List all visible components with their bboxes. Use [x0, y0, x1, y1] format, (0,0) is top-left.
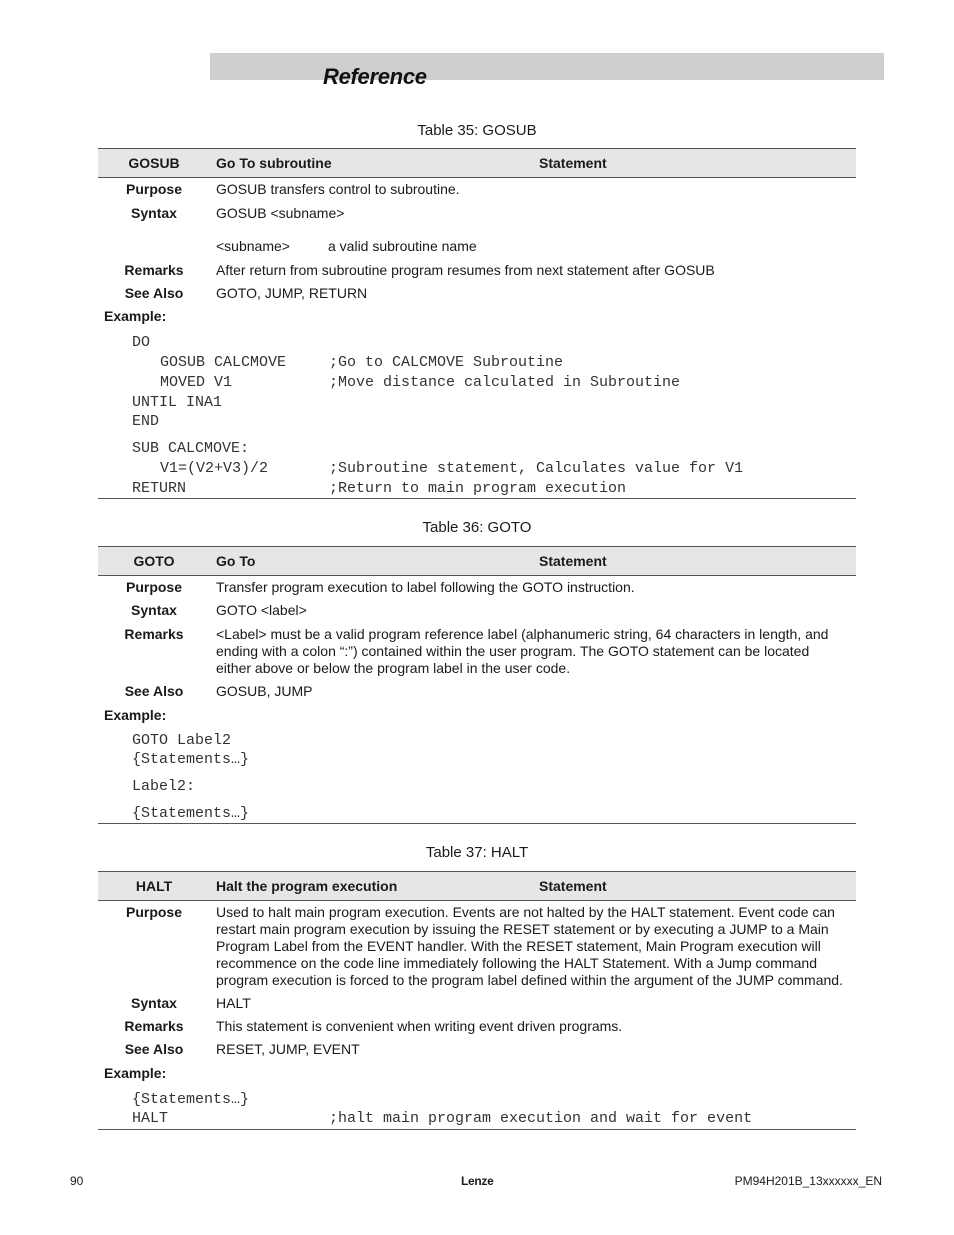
purpose-label: Purpose [125, 181, 182, 197]
brand-logo: Lenze [461, 1174, 494, 1188]
section-title: Reference [323, 64, 427, 89]
code-line: SUB CALCMOVE: [132, 440, 250, 457]
code-line: {Statements…} [132, 751, 250, 768]
purpose-label: Purpose [125, 579, 182, 595]
header-command: GOTO [133, 553, 175, 569]
code-line: DO [132, 334, 151, 351]
remarks-text: After return from subroutine program resumes from next statement after GOSUB [216, 262, 715, 278]
see-also-label: See Also [124, 683, 184, 699]
document-number: PM94H201B_13xxxxxx_EN [734, 1174, 882, 1188]
purpose-label: Purpose [125, 904, 182, 920]
code-line: {Statements…} [132, 805, 250, 822]
remarks-label: Remarks [124, 1018, 184, 1034]
param-description: a valid subroutine name [328, 238, 477, 254]
code-comment: ;Return to main program execution [329, 480, 627, 497]
syntax-text: GOTO <label> [216, 602, 307, 618]
header-command: HALT [135, 878, 173, 894]
code-comment: ;Move distance calculated in Subroutine [329, 374, 681, 391]
syntax-label: Syntax [131, 602, 177, 618]
example-label: Example: [104, 707, 167, 723]
code-line: V1=(V2+V3)/2 [160, 460, 269, 477]
see-also-text: GOTO, JUMP, RETURN [216, 285, 368, 301]
header-description: Go To [216, 553, 256, 569]
section-header-band [210, 53, 884, 80]
header-type: Statement [539, 553, 607, 569]
see-also-label: See Also [124, 285, 184, 301]
header-type: Statement [539, 878, 607, 894]
table-caption-goto: Table 36: GOTO [422, 519, 532, 536]
page-number: 90 [70, 1174, 84, 1188]
code-line: HALT [132, 1110, 169, 1127]
param-name: <subname> [216, 238, 290, 254]
code-line: {Statements…} [132, 1091, 250, 1108]
remarks-text: <Label> must be a valid program reference label (alphanumeric string, 64 characters in length, and ending with a colon “:”) contained within the user program. The GOTO statement can be located either above or below the program label in the user code. [216, 626, 829, 676]
remarks-label: Remarks [124, 262, 184, 278]
see-also-text: GOSUB, JUMP [216, 683, 313, 699]
code-comment: ;halt main program execution and wait for event [329, 1110, 753, 1127]
code-line: GOSUB CALCMOVE [160, 354, 287, 371]
table-caption-gosub: Table 35: GOSUB [417, 122, 537, 139]
code-line: Label2: [132, 778, 196, 795]
header-description: Go To subroutine [216, 155, 332, 171]
code-line: GOTO Label2 [132, 732, 232, 749]
table-caption-halt: Table 37: HALT [425, 844, 529, 861]
table-header-gosub [98, 148, 856, 178]
purpose-text: GOSUB transfers control to subroutine. [216, 181, 460, 197]
example-label: Example: [104, 1065, 167, 1081]
example-label: Example: [104, 308, 167, 324]
table-bottom-rule [98, 1129, 856, 1130]
purpose-text: Transfer program execution to label following the GOTO instruction. [216, 579, 635, 595]
table-bottom-rule [98, 498, 856, 499]
see-also-label: See Also [124, 1041, 184, 1057]
purpose-text: Used to halt main program execution. Events are not halted by the HALT statement. Event code can restart main program execution by issuing the RESET statement or by executing a JUMP to a Main Program Label from the EVENT handler. With the RESET statement, Main Program execution will recommence on the code line immediately following the HALT Statement. With a Jump command program execution is forced to the program label defined within the argument of the JUMP command. [216, 904, 843, 988]
table-header-goto [98, 546, 856, 576]
syntax-text: HALT [216, 995, 251, 1011]
syntax-label: Syntax [131, 205, 177, 221]
table-header-halt [98, 871, 856, 901]
code-line: END [132, 413, 160, 430]
code-line: MOVED V1 [160, 374, 233, 391]
see-also-text: RESET, JUMP, EVENT [216, 1041, 360, 1057]
code-line: UNTIL INA1 [132, 394, 223, 411]
syntax-text: GOSUB <subname> [216, 205, 345, 221]
remarks-text: This statement is convenient when writing event driven programs. [216, 1018, 623, 1034]
remarks-label: Remarks [124, 626, 184, 642]
table-bottom-rule [98, 823, 856, 824]
header-type: Statement [539, 155, 607, 171]
header-command: GOSUB [128, 155, 180, 171]
code-line: RETURN [132, 480, 187, 497]
code-comment: ;Subroutine statement, Calculates value for V1 [329, 460, 744, 477]
code-comment: ;Go to CALCMOVE Subroutine [329, 354, 564, 371]
syntax-label: Syntax [131, 995, 177, 1011]
header-description: Halt the program execution [216, 878, 398, 894]
